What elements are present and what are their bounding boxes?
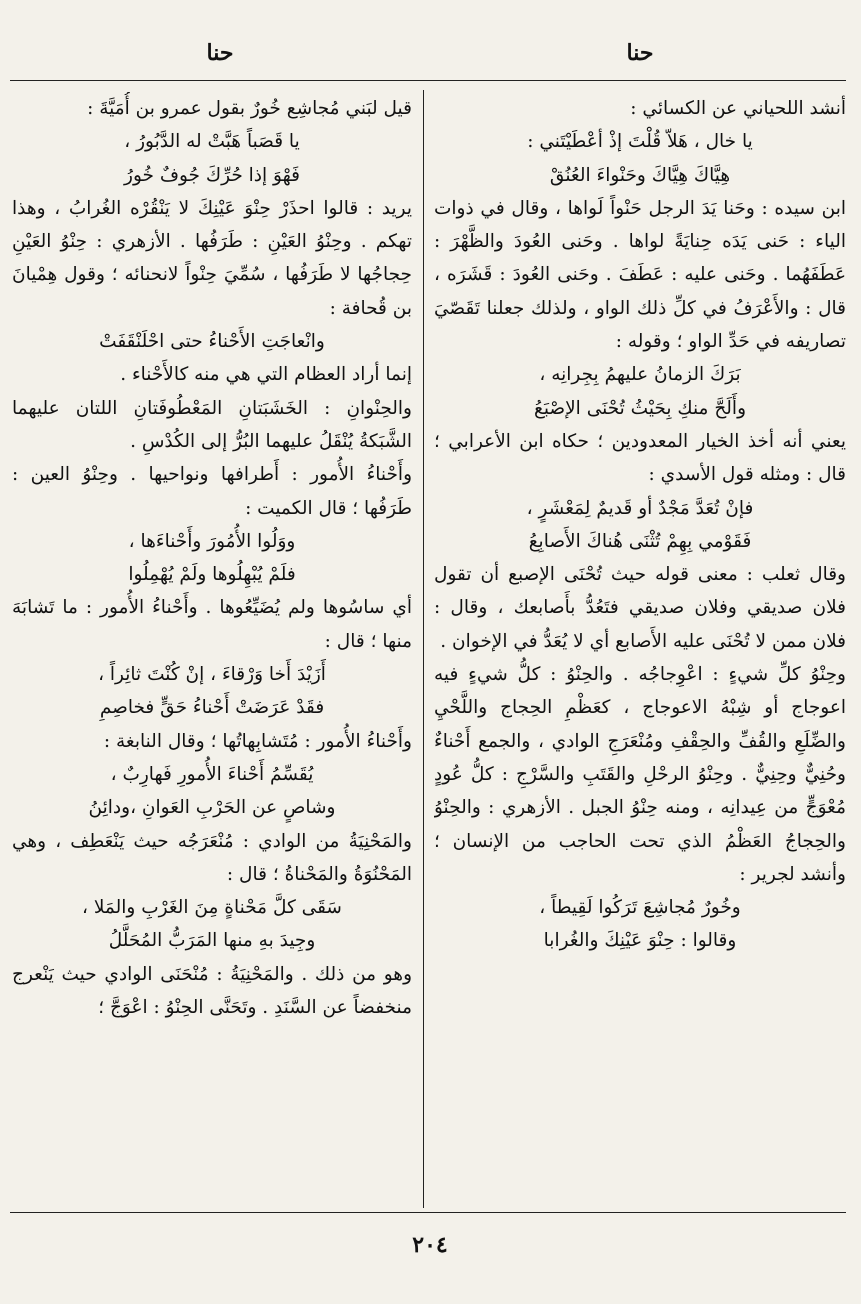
verse-line: ووَلُوا الأُمُورَ وأَحْناءَها ، [128, 530, 296, 552]
paragraph: ابن سيده : وحَنا يَدَ الرجل حَنْواً لَواها ، وقال في ذوات الياء : حَنى يَدَه حِنايَةً لواها . وحَنى العُودَ والظَّهْرَ : عَطَفَهُما . وحَنى عليه : عَطَفَ . وحَنى العُودَ : قَشَرَه ، قال : والأَعْرَفُ في كلِّ ذلك الواو ، ولذلك جعلنا تَقَصّيَ تصاريفه في حَدِّ الواو ؛ وقوله : [434, 197, 846, 353]
verse-line: يا خال ، هَلاّ قُلْتَ إذْ أعْطَيْتَني : [527, 131, 753, 153]
running-head-left: حنا [206, 40, 234, 66]
paragraph: يريد : قالوا احذَرْ حِنْوَ عَيْنِكَ لا يَنْقُرْه الغُرابُ ، وهذا تهكم . وحِنْوُ العَيْنِ : طَرَفُها . الأزهري : حِنْوُ العَيْنِ حِجاجُها لا طَرَفُها ، سُمِّيَ حِنْواً لانحنائه ؛ وقول هِمْيانَ بن قُحافة : [12, 197, 412, 319]
paragraph: إنما أراد العظام التي هي منه كالأَحْناء . [120, 364, 412, 386]
verse-line: فَهْوَ إذا حُرِّكَ جُوفٌ خُورُ [124, 164, 300, 186]
top-rule [10, 80, 846, 81]
paragraph: والمَحْنِيَةُ من الوادي : مُنْعَرَجُه حيث يَنْعَطِف ، وهي المَحْنُوَةُ والمَحْناةُ ؛ قال : [12, 830, 412, 885]
paragraph: وأَحْناءُ الأُمور : مُتَشابِهاتُها ؛ وقال النابغة : [103, 730, 412, 752]
paragraph: وقال ثعلب : معنى قوله حيث تُحْنَى الإصبع أن تقول فلان صديقي وفلان صديقي فتَعُدُّ بأَصابعك ، وقال : فلان ممن لا تُحْنَى عليه الأَصابع أي لا يُعَدُّ في الإخوان . [434, 564, 846, 652]
running-head-right: حنا [626, 40, 654, 66]
verse-line: يُقَسِّمُ أَحْناءَ الأُمورِ فَهارِبٌ ، [110, 763, 314, 785]
paragraph: أي ساسُوها ولم يُضَيِّعُوها . وأَحْناءُ الأُمور : ما تَشابَهَ منها ؛ قال : [12, 597, 412, 652]
right-column [434, 92, 846, 1207]
verse-line: وانْعاجَتِ الأَحْناءُ حتى احْلَنْقَفَتْ [99, 331, 325, 353]
verse-line: سَقَى كلَّ مَحْناةٍ مِنَ الغَرْبِ والمَلا ، [82, 897, 342, 919]
verse-line: فَقَوْمي بِهِمْ تُثْنَى هُناكَ الأَصابِعُ [528, 530, 752, 552]
verse-line: فإنْ تُعَدَّ مَجْدٌ أو قَديمٌ لِمَعْشَرٍ ، [526, 497, 754, 519]
page-number: ٢٠٤ [412, 1232, 448, 1258]
paragraph: أنشد اللحياني عن الكسائي : [630, 98, 846, 119]
paragraph: يعني أنه أخذ الخيار المعدودين ؛ حكاه ابن الأعرابي ؛ قال : ومثله قول الأسدي : [434, 430, 846, 486]
verse-line: وجِيدَ بهِ منها المَرَبُّ المُحَلَّلُ [108, 930, 316, 952]
paragraph: وحِنْوُ كلِّ شيءٍ : اعْوِجاجُه . والحِنْوُ : كلُّ شيءٍ فيه اعوجاج أو شِبْهُ الاعوجاج ، كعَظْمِ الحِجاج واللَّحْيِ والضِّلَعِ والقُفِّ والحِقْفِ ومُنْعَرَجِ الوادي ، والجمع أَحْناءٌ وحُنِيٌّ وحِنِيٌّ . وحِنْوُ الرحْلِ والقَتَبِ والسَّرْجِ : كلُّ عُودٍ مُعْوَجٍّ من عِيدانِه ، ومنه حِنْوُ الجبل . الأزهري : والحِنْوُ والحِجاجُ العَظْمُ الذي تحت الحاجب من الإنسان ؛ وأنشد لجرير : [434, 664, 846, 885]
verse-line: هِيَّاكَ هِيَّاكَ وحَنْواءَ العُنُقْ [549, 164, 731, 186]
verse-line: وشاصٍ عن الحَرْبِ العَوانِ ،ودائِنُ [88, 797, 336, 819]
verse-line: أَزَيْدَ أَخا وَرْقاءَ ، إنْ كُنْتَ ثائِراً ، [98, 664, 326, 686]
verse-line: وخُورٌ مُجاشِعَ تَرَكُوا لَقِيطاً ، [539, 897, 741, 919]
column-divider [423, 90, 424, 1208]
paragraph: والحِنْوانِ : الخَشَبَتانِ المَعْطُوفَتانِ اللتان عليهما الشَّبَكةُ يُنْقَلُ عليهما البُرُّ إلى الكُدْسِ . [12, 397, 412, 452]
left-column [12, 92, 412, 1207]
verse-line: بَرَكَ الزمانُ عليهمُ بِجِرانِه ، [539, 364, 741, 386]
verse-line: وقالوا : حِنْوَ عَيْنِكَ والغُرابا [543, 930, 737, 952]
bottom-rule [10, 1212, 846, 1213]
verse-line: فلَمْ يُبْهِلُوها ولَمْ يُهْمِلُوا [128, 564, 296, 586]
verse-line: يا قَصَباً هَبَّتْ له الدَّبُورُ ، [124, 131, 300, 153]
paragraph: قيل لبَني مُجاشِع خُورٌ بقول عمرو بن أُمَيَّةَ : [87, 98, 412, 119]
verse-line: فقَدْ عَرَضَتْ أَحْناءُ حَقٍّ فخاصِمِ [99, 697, 325, 719]
paragraph: وأَحْناءُ الأُمور : أَطرافها ونواحيها . وحِنْوُ العين : طَرَفُها ؛ قال الكميت : [12, 464, 412, 519]
verse-line: وأَلَحَّ منكِ بِحَيْثُ تُحْنَى الإصْبَعُ [533, 397, 747, 419]
paragraph: وهو من ذلك . والمَحْنِيَةُ : مُنْحَنَى الوادي حيث يَنْعرج منخفضاً عن السَّنَدِ . وتَحَنَّى الحِنْوُ : اعْوَجَّ ؛ [12, 963, 412, 1019]
